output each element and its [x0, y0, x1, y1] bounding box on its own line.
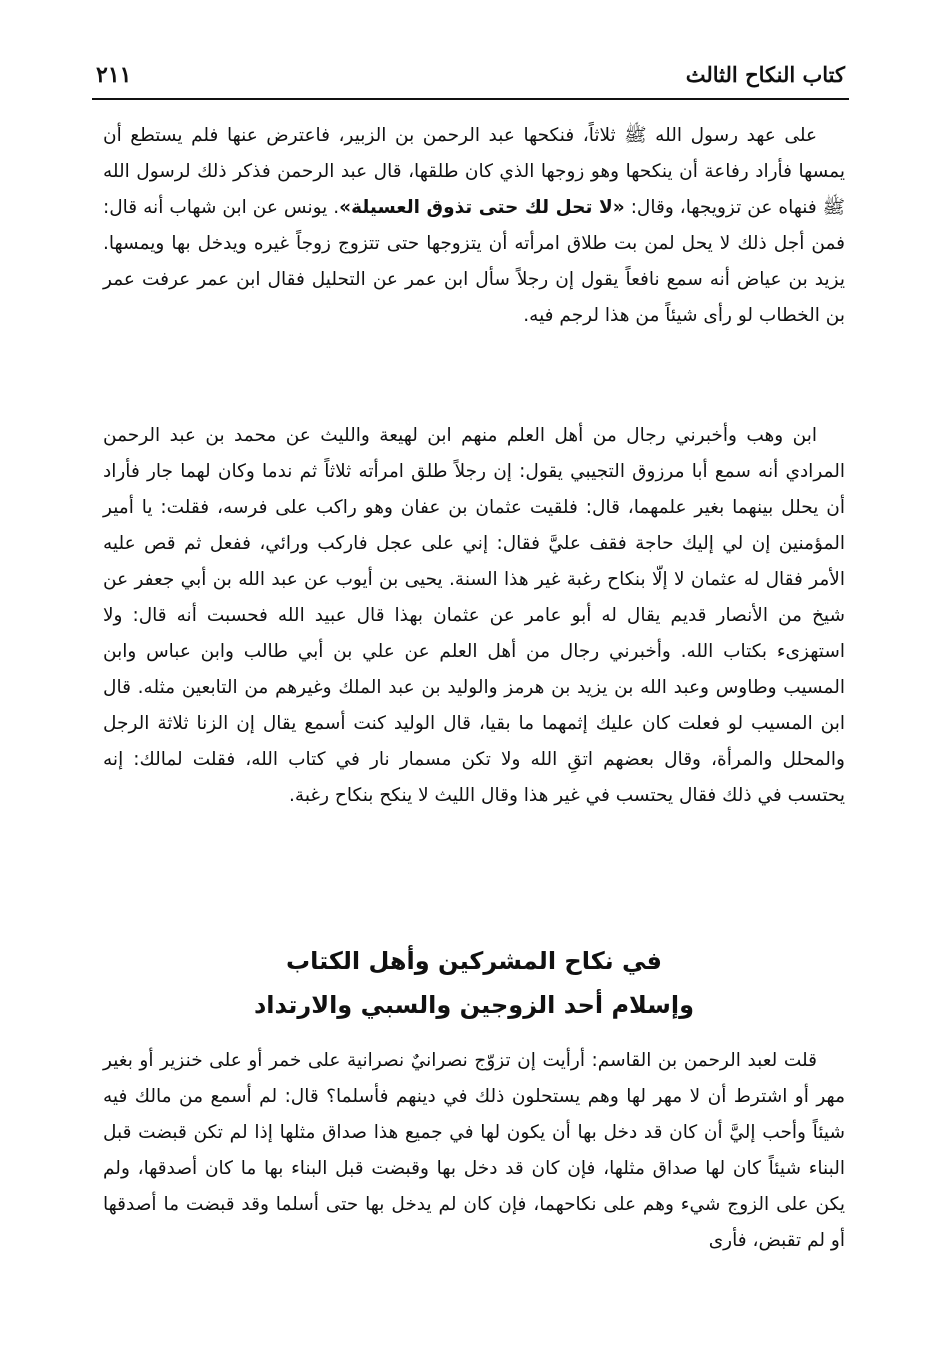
hadith-quote: «لا تحل لك حتى تذوق العسيلة»	[339, 197, 625, 218]
paragraph: قلت لعبد الرحمن بن القاسم: أرأيت إن تزوّج نصرانيٌ نصرانية على خمر أو على خنزير أو بغير مهر أو اشترط أن لا مهر لها وهم يستحلون ذلك في دينهم فأسلما؟ قال: لم أسمع من مالك فيه شيئاً وأحب إليَّ أن كان قد دخل بها أن يكون لها في جميع هذا صداق مثلها إذا لم تكن قبضت قبل البناء شيئاً كان لها صداق مثلها، فإن كان قد دخل بها وقبضت قبل البناء بها ما كان أصدقها، ولم يكن على الزوج شيء وهم على نكاحهما، فإن كان لم يدخل بها حتى أسلما وقد قبضت ما أصدقها أو لم تقبض، فأرى	[103, 1050, 845, 1251]
text-block-narrations	[103, 418, 845, 814]
page-header	[92, 58, 849, 98]
paragraph	[103, 118, 845, 334]
section-heading-line-2: وإسلام أحد الزوجين والسبي والارتداد	[253, 991, 695, 1019]
header-divider	[92, 98, 849, 100]
paragraph-text-continued: . يونس عن ابن شهاب أنه قال: فمن أجل ذلك لا يحل لمن بت طلاق امرأته أن يتزوجها حتى تتزوج زوجاً غيره ويدخل بها ويمسها. يزيد بن عياض أنه سمع نافعاً يقول إن رجلاً سأل ابن عمر عن التحليل فقال ابن عمر عرفت عمر بن الخطاب لو رأى شيئاً من هذا لرجم فيه.	[103, 197, 845, 326]
text-block-hadith	[103, 118, 845, 334]
page-number: ٢١١	[96, 62, 132, 88]
paragraph-text: على عهد رسول الله ﷺ ثلاثاً، فنكحها عبد الرحمن بن الزبير، فاعترض عنها فلم يستطع أن يمسها فأراد رفاعة أن ينكحها وهو زوجها الذي كان طلقها، قال عبد الرحمن فذكر ذلك لرسول الله ﷺ فنهاه عن تزويجها، وقال:	[103, 125, 846, 218]
text-block-section	[103, 1043, 845, 1259]
section-heading-line-1: في نكاح المشركين وأهل الكتاب	[285, 947, 663, 975]
running-title: كتاب النكاح الثالث	[685, 62, 845, 87]
paragraph: ابن وهب وأخبرني رجال من أهل العلم منهم ابن لهيعة والليث عن محمد بن عبد الرحمن المرادي أنه سمع أبا مرزوق التجيبي يقول: إن رجلاً طلق امرأته ثلاثاً ثم ندما وكان لهما جار فأراد أن يحلل بينهما بغير علمهما، قال: فلقيت عثمان بن عفان وهو راكب على فرسه، فقلت: يا أمير المؤمنين إن لي إليك حاجة فقف عليَّ فقال: إني على عجل فاركب ورائي، ففعل ثم قص عليه الأمر فقال له عثمان لا إلّا بنكاح رغبة غير هذا السنة. يحيى بن أيوب عن عبد الله بن أبي جعفر عن شيخ من الأنصار قديم يقال له أبو عامر عن عثمان بهذا قال عبيد الله فحسبت أنه قال: ولا استهزىء بكتاب الله. وأخبرني رجال من أهل العلم عن علي بن أبي طالب وابن عباس وابن المسيب وطاوس وعبد الله بن يزيد بن هرمز والوليد بن عبد الملك وغيرهم من التابعين مثله. قال ابن المسيب لو فعلت كان عليك إثمهما ما بقيا، قال الوليد كنت أسمع يقال إن الزنا ثلاثة الرجل والمحلل والمرأة، وقال بعضهم اتقِ الله ولا تكن مسمار نار في كتاب الله، فقلت لمالك: إنه يحتسب في ذلك فقال يحتسب في غير هذا وقال الليث لا ينكح بنكاح رغبة.	[103, 425, 845, 806]
